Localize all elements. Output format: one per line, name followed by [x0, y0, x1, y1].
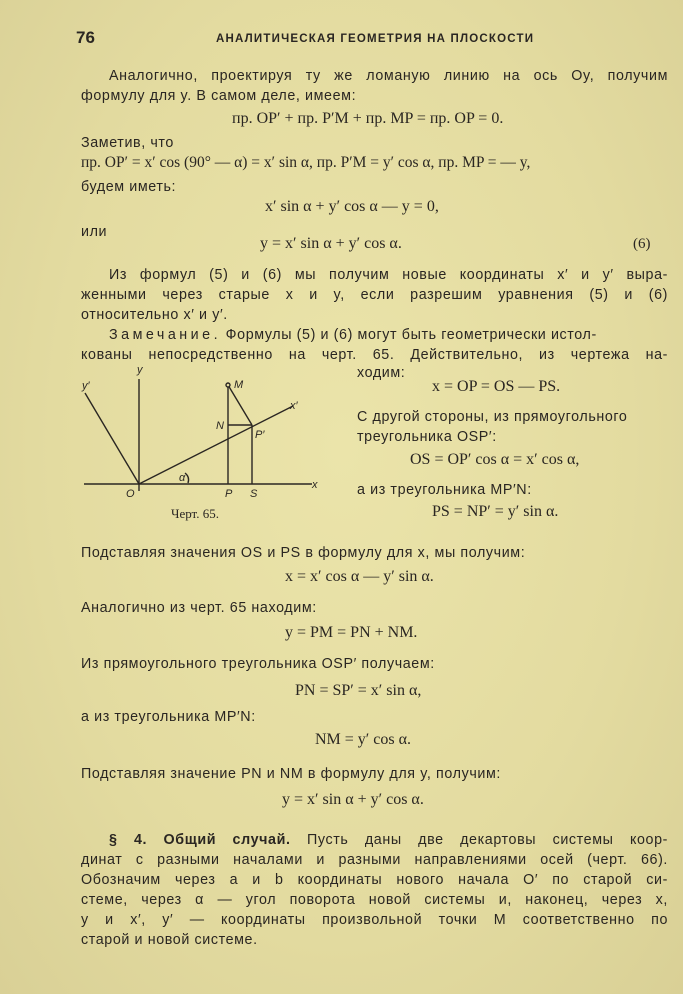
formula-6: y = x′ sin α + y′ cos α.: [260, 235, 402, 252]
formula: PN = SP′ = x′ sin α,: [295, 682, 422, 699]
figure-65-diagram: [80, 355, 350, 505]
formula: OS = OP′ cos α = x′ cos α,: [410, 451, 580, 468]
paragraph-line: а из треугольника MP′N:: [357, 482, 532, 498]
paragraph-line: или: [81, 224, 108, 240]
svg-text:α: α: [179, 472, 186, 484]
svg-text:P: P: [225, 488, 233, 500]
page-number: 76: [76, 28, 95, 47]
paragraph-line: Аналогично из черт. 65 находим:: [81, 600, 317, 616]
paragraph-line: стеме, через α — угол поворота новой системы и, наконец, через x,: [81, 892, 668, 908]
paragraph-line: y и x′, y′ — координаты произвольной точки M соответственно по: [81, 912, 668, 928]
formula: x = OP = OS — PS.: [432, 378, 561, 395]
segment-MP-prime: [228, 385, 252, 425]
svg-text:x: x: [312, 479, 318, 491]
formula: y = x′ sin α + y′ cos α.: [282, 791, 424, 808]
remark-line: Замечание. Формулы (5) и (6) могут быть геометрически истол-: [109, 327, 597, 343]
paragraph-line: Подставляя значения OS и PS в формулу для x, мы получим:: [81, 545, 526, 561]
paragraph-line: Аналогично, проектируя ту же ломаную линию на ось Oy, получим: [109, 68, 668, 84]
x-prime-axis: [139, 406, 293, 484]
formula: NM = y′ cos α.: [315, 731, 412, 748]
paragraph-line: формулу для y. В самом деле, имеем:: [81, 88, 357, 104]
svg-text:M: M: [234, 379, 244, 391]
svg-text:x′: x′: [290, 400, 298, 412]
y-prime-axis: [85, 393, 139, 484]
formula: пр. OP′ + пр. P′M + пр. MP = пр. OP = 0.: [232, 110, 504, 127]
paragraph-line: Из формул (5) и (6) мы получим новые координаты x′ и y′ выра-: [109, 267, 668, 283]
svg-text:P′: P′: [255, 429, 265, 441]
formula: пр. OP′ = x′ cos (90° — α) = x′ sin α, пр. P′M = y′ cos α, пр. MP = — y,: [81, 154, 531, 171]
paragraph-line: женными через старые x и y, если разрешим уравнения (5) и (6): [81, 287, 668, 303]
paragraph-line: старой и новой системе.: [81, 932, 258, 948]
section-line: § 4. Общий случай. Пусть даны две декартовы системы коор-: [109, 832, 668, 848]
equation-number: (6): [633, 236, 651, 252]
paragraph-line: кованы непосредственно на черт. 65. Действительно, из чертежа на-: [81, 347, 668, 363]
paragraph-line: относительно x′ и y′.: [81, 307, 228, 323]
paragraph-line: ходим:: [357, 365, 406, 381]
running-title: АНАЛИТИЧЕСКАЯ ГЕОМЕТРИЯ НА ПЛОСКОСТИ: [216, 33, 535, 45]
section-heading: § 4. Общий случай.: [109, 832, 291, 848]
svg-text:O: O: [126, 488, 135, 500]
svg-text:S: S: [250, 488, 258, 500]
formula: x′ sin α + y′ cos α — y = 0,: [265, 198, 439, 215]
svg-text:y: y: [137, 364, 143, 376]
paragraph-line: С другой стороны, из прямоугольного: [357, 409, 628, 425]
paragraph-line: а из треугольника MP′N:: [81, 709, 256, 725]
paragraph-line: будем иметь:: [81, 179, 177, 195]
svg-text:y′: y′: [82, 380, 90, 392]
paragraph-line: Обозначим через a и b координаты нового начала O′ по старой си-: [81, 872, 668, 888]
paragraph-line: Заметив, что: [81, 135, 174, 151]
paragraph-line: Подставляя значение PN и NM в формулу для y, получим:: [81, 766, 501, 782]
figure-caption: Черт. 65.: [171, 506, 220, 521]
paragraph-line: Из прямоугольного треугольника OSP′ получаем:: [81, 656, 435, 672]
formula: PS = NP′ = y′ sin α.: [432, 503, 559, 520]
paragraph-line: динат с разными началами и разными направлениями осей (черт. 66).: [81, 852, 668, 868]
paragraph-line: треугольника OSP′:: [357, 429, 497, 445]
remark-label: Замечание.: [109, 327, 222, 343]
formula: x = x′ cos α — y′ sin α.: [285, 568, 434, 585]
svg-text:N: N: [216, 420, 224, 432]
formula: y = PM = PN + NM.: [285, 624, 418, 641]
